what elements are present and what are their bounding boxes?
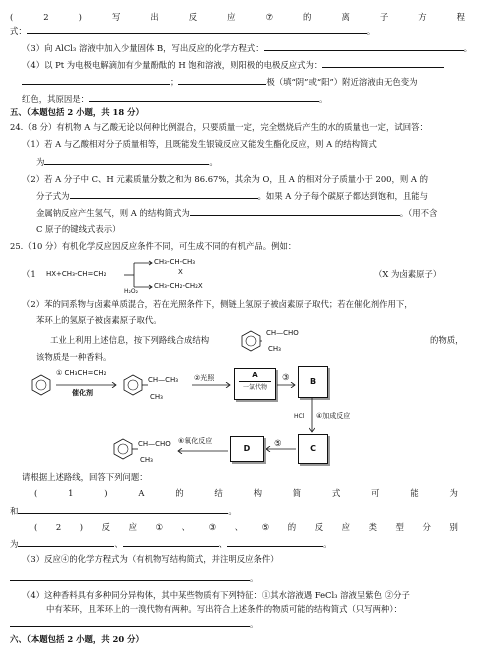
q25-a1b: 和 。	[10, 506, 237, 516]
spread-char: 、	[181, 522, 191, 532]
step4-arrow	[309, 398, 315, 434]
q25-intro: 25.（10 分）有机化学反应因反应条件不同，可生成不同的有机产品。例如：	[10, 241, 297, 251]
box-a-label: A	[252, 371, 258, 379]
spread-char: 的	[287, 522, 297, 532]
spread-char: 型	[395, 522, 404, 532]
cumene-bot: CH₃	[150, 393, 163, 401]
spread-char: A	[138, 488, 145, 498]
spread-char: 别	[449, 522, 458, 532]
q25-a2b: 为 、 、 。	[10, 539, 332, 549]
target-structure	[240, 328, 340, 358]
q24-p2a: （2）若 A 分子中 C、H 元素质量分数之和为 86.67%，其余为 O，且 A 的相对分子质量小于 200，则 A 的	[22, 174, 429, 184]
hcl-label: HCl	[294, 413, 305, 420]
spread-char: )	[78, 12, 82, 22]
step2-arrow	[192, 382, 232, 388]
q25-a4b: 中有苯环，且苯环上的一溴代物有两种。写出符合上述条件的物质可能的结构简式（只写两种）：	[46, 604, 402, 614]
spread-char: 子	[379, 12, 389, 22]
spread-char: 程	[456, 12, 465, 22]
box-c: C	[298, 434, 328, 464]
q25-a3-blank: 。	[10, 572, 258, 584]
q24-intro: 24.（8 分）有机物 A 与乙酸无论以何种比例混合，只要质量一定，完全燃烧后产生的水的质量也一定，试回答：	[10, 122, 428, 132]
spread-char: (	[34, 488, 38, 498]
section6-heading: 六、（本题包括 2 小题，共 20 分）	[10, 634, 144, 644]
step1-reagent: ① CH₃CH=CH₂	[56, 369, 107, 377]
spread-char: 、	[234, 522, 244, 532]
step5-label: ⑤	[274, 438, 282, 448]
spread-char: ①	[155, 522, 164, 532]
q25-industry-b: 的物质，	[430, 335, 464, 345]
cumene-ring-icon	[122, 374, 150, 396]
spread-char: )	[104, 488, 108, 498]
spread-char: 方	[418, 12, 427, 22]
eq-number: （1	[22, 269, 36, 279]
q4-sub4a: （4）以 Pt 为电极电解滴加有少量酚酞的 H 饱和溶液，则阳极的电极反应式为：	[22, 59, 444, 71]
q4-sub4b: ； 极（填“阴”或“阳”）附近溶液由无色变为	[22, 76, 418, 88]
spread-char: 为	[449, 488, 458, 498]
spread-char: 反	[314, 522, 324, 532]
q24-p2b: 分子式为 。如果 A 分子每个碳原子都达到饱和，且能与	[36, 191, 428, 201]
box-d: D	[230, 436, 264, 462]
q25-a2	[34, 522, 458, 533]
spread-char: 反	[101, 522, 111, 532]
spread-char: 应	[341, 522, 351, 532]
q25-industry-a: 工业上利用上述信息，按下列路线合成结构	[50, 335, 210, 345]
q25-a4a: （4）这种香料具有多种同分异构体，其中某些物质有下列特征：①其水溶液遇 FeCl₃ 溶液呈紫色 ②分子	[22, 590, 410, 600]
spread-char: 分	[422, 522, 431, 532]
step6-label: ⑥氧化反应	[178, 437, 213, 445]
spread-char: (	[10, 12, 14, 22]
spread-char: 2	[43, 12, 49, 22]
spread-char: 离	[341, 12, 350, 22]
eq-cond: H₂O₂	[124, 288, 139, 295]
q25-p2b: 苯环上的氢原子被卤素原子取代。	[36, 315, 162, 325]
box-a-sub: 一氯代物	[239, 381, 271, 391]
q25-p2a: （2）苯的同系物与卤素单质混合，若在光照条件下，侧链上氢原子被卤素原子取代；若在催化剂作用下，	[22, 299, 413, 309]
q4-sub3: （3）向 AlCl₃ 溶液中加入少量固体 B，写出反应的化学方程式： 。	[22, 43, 473, 53]
benzene-start-icon	[30, 374, 52, 396]
spread-char: 类	[368, 522, 377, 532]
spread-char: 式	[331, 488, 341, 498]
q25-answers-intro: 请根据上述路线，回答下列问题：	[22, 472, 148, 482]
step1-cond: 催化剂	[72, 389, 93, 397]
eq-left: HX+CH₃-CH=CH₂	[46, 270, 107, 278]
eq-note: （X 为卤素原子）	[374, 269, 442, 279]
q24-p1a: （1）若 A 与乙酸相对分子质量相等，且既能发生银镜反应又能发生酯化反应，则 A 的结构简式	[22, 139, 377, 149]
box-a	[234, 368, 276, 400]
box-b: B	[298, 366, 328, 398]
q25-industry-c: 该物质是一种香料。	[36, 352, 112, 362]
step2-label: ②光照	[194, 374, 215, 382]
target-cho: CH—CHO	[266, 329, 299, 337]
spread-char: ⑦	[265, 12, 274, 22]
step4-label: ④加成反应	[316, 412, 351, 420]
spread-char: 能	[410, 488, 419, 498]
spread-char: 反	[188, 12, 198, 22]
synthesis-scheme	[30, 364, 350, 464]
q25-example-equation	[22, 255, 467, 297]
step5-arrow	[264, 446, 296, 452]
spread-char: 出	[150, 12, 159, 22]
spread-char: 写	[111, 12, 121, 22]
q24-p1b: 为 。	[36, 157, 218, 167]
target-ch3: CH₃	[268, 345, 281, 353]
spread-char: (	[34, 522, 38, 532]
step3-label: ③	[282, 372, 290, 382]
spread-char: 的	[303, 12, 312, 22]
q4-sub4c: 红色，其原因是： 。	[22, 94, 328, 104]
section5-heading: 五、（本题包括 2 小题，共 18 分）	[10, 107, 144, 117]
eq-x: X	[178, 268, 183, 276]
benzene-ring-icon	[240, 330, 262, 352]
cumene-top: CH—CH₃	[148, 376, 179, 384]
spread-char: 应	[128, 522, 137, 532]
spread-char: 可	[371, 488, 380, 498]
q24-p2d: C 原子的键线式表示）	[36, 224, 121, 234]
step3-arrow	[277, 382, 297, 388]
q4-line1-end: 式： 。	[10, 26, 376, 36]
q25-a1	[34, 488, 458, 499]
q24-p2c: 金属钠反应产生氢气，则 A 的结构简式为 。（用不含	[36, 208, 438, 218]
q4-line1	[10, 12, 465, 23]
spread-char: ⑤	[261, 522, 270, 532]
spread-char: 的	[175, 488, 184, 498]
step6-arrow	[176, 448, 228, 454]
spread-char: )	[79, 522, 84, 532]
spread-char: 应	[227, 12, 236, 22]
product-ring-icon	[112, 438, 140, 460]
product-bot: CH₃	[140, 456, 153, 464]
product-top: CH—CHO	[138, 440, 171, 448]
eq-prod1: CH₃-CH-CH₃	[154, 258, 196, 266]
q25-a4-blank: 。	[10, 618, 258, 630]
spread-char: 简	[292, 488, 302, 498]
spread-char: ③	[208, 522, 217, 532]
spread-char: 构	[253, 488, 262, 498]
q25-a3: （3）反应④的化学方程式为（有机物写结构简式，并注明反应条件）	[22, 554, 279, 564]
spread-char: 1	[68, 488, 74, 498]
spread-char: 结	[214, 488, 223, 498]
eq-prod2: CH₃-CH₂-CH₂X	[154, 282, 203, 290]
spread-char: 2	[55, 522, 62, 532]
